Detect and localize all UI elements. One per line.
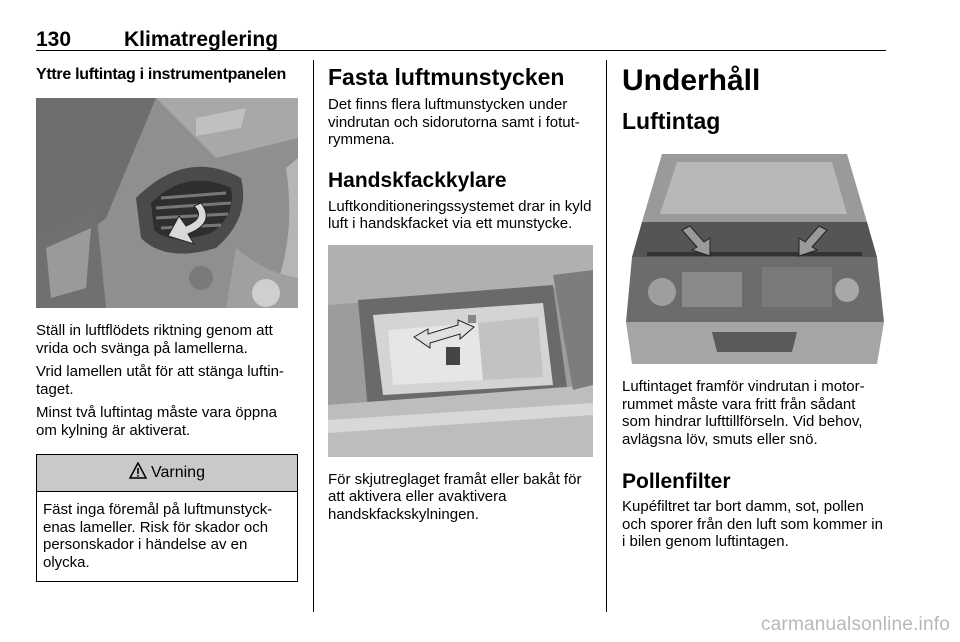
engine-bay-illustration: [622, 152, 886, 364]
pollen-filter-heading: Pollenfilter: [622, 470, 731, 493]
glovebox-cooler-heading: Handskfackkylare: [328, 168, 507, 192]
fixed-vents-heading: Fasta luftmunstycken: [328, 64, 565, 90]
warning-title: Varning: [151, 464, 205, 481]
chapter-title: Klimatreglering: [124, 28, 279, 51]
air-intake-heading: Luftintag: [622, 108, 721, 134]
watermark: carmanualsonline.info: [760, 614, 950, 635]
paragraph: Ställ in luftflödets riktning genom att vrida och svänga på lamellerna.: [36, 322, 273, 357]
warning-box: [36, 454, 298, 582]
pollen-filter-text: Kupéfiltret tar bort damm, sot, pollen och sporer från den luft som kommer in i bilen genom luftintagen.: [622, 498, 883, 550]
air-intake-text: Luftintaget framför vindrutan i motor-rummet måste vara fritt från sådant som hindrar lufttillförseln. Vid behov, avlägsna löv, smuts eller snö.: [622, 378, 865, 448]
air-vent-heading: Yttre luftintag i instrumentpanelen: [36, 66, 286, 83]
column-left: [36, 62, 298, 582]
air-vent-illustration: [36, 98, 298, 308]
air-vent-text: [36, 322, 298, 439]
paragraph: Minst två luftintag måste vara öppna om kylning är aktiverat.: [36, 404, 277, 439]
column-right: [622, 62, 886, 551]
column-divider: [313, 60, 314, 612]
column-middle: [328, 62, 593, 523]
paragraph: Vrid lamellen utåt för att stänga luftin-taget.: [36, 363, 284, 398]
warning-header: [37, 455, 297, 492]
page-number: 130: [36, 28, 72, 51]
column-divider: [606, 60, 607, 612]
warning-triangle-icon: [129, 462, 147, 484]
glovebox-illustration: [328, 245, 593, 457]
fixed-vents-text: Det finns flera luftmunstycken under vindrutan och sidorutorna samt i fotut-rymmena.: [328, 96, 580, 148]
glovebox-cooler-text: Luftkonditioneringssystemet drar in kyld luft i handskfacket via ett munstycke.: [328, 197, 592, 232]
maintenance-heading: Underhåll: [622, 64, 761, 97]
glovebox-caption: För skjutreglaget framåt eller bakåt för att aktivera eller avaktivera handskfackskylningen.: [328, 470, 582, 523]
warning-text: Fäst inga föremål på luftmunstyck-enas lameller. Risk för skador och personskador i händelse av en olycka.: [43, 501, 273, 571]
page-header: [36, 14, 886, 51]
